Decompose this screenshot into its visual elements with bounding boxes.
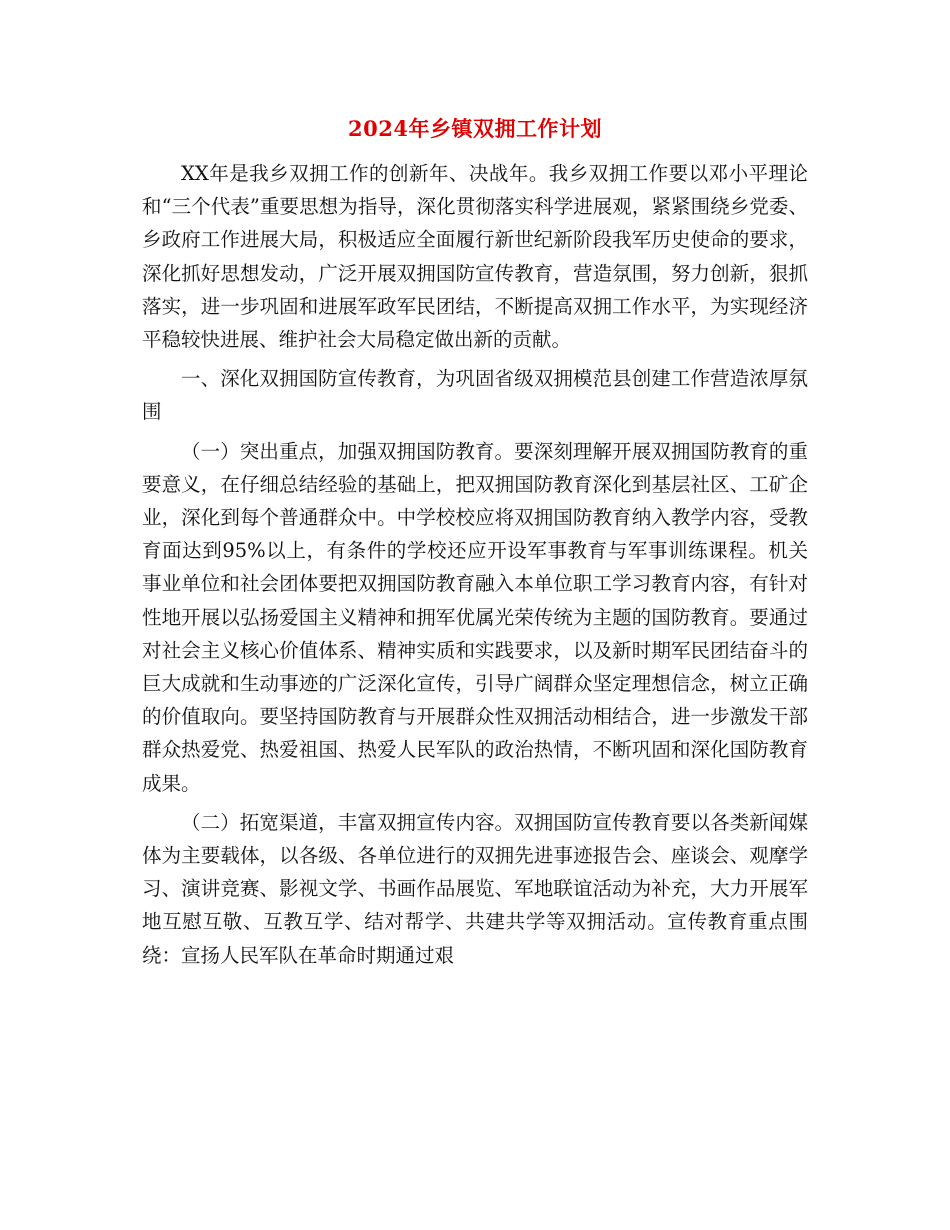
- subsection-paragraph-2: （二）拓宽渠道，丰富双拥宣传内容。双拥国防宣传教育要以各类新闻媒体为主要载体，以各级、各单位进行的双拥先进事迹报告会、座谈会、观摩学习、演讲竞赛、影视文学、书画作品展览、军地联谊活动为补充，大力开展军地互慰互敬、互教互学、结对帮学、共建共学等双拥活动。宣传教育重点围绕：宣扬人民军队在革命时期通过艰: [142, 810, 808, 967]
- intro-paragraph: XX年是我乡双拥工作的创新年、决战年。我乡双拥工作要以邓小平理论和“三个代表”重要思想为指导，深化贯彻落实科学进展观，紧紧围绕乡党委、乡政府工作进展大局，积极适应全面履行新世纪新阶段我军历史使命的要求，深化抓好思想发动，广泛开展双拥国防宣传教育，营造氛围，努力创新，狠抓落实，进一步巩固和进展军政军民团结，不断提高双拥工作水平，为实现经济平稳较快进展、维护社会大局稳定做出新的贡献。: [142, 162, 808, 352]
- section-heading-1: 一、深化双拥国防宣传教育，为巩固省级双拥模范县创建工作营造浓厚氛围: [142, 367, 808, 424]
- document-title: 2024年乡镇双拥工作计划: [348, 116, 602, 141]
- document-body: [142, 157, 808, 978]
- subsection-paragraph-1: （一）突出重点，加强双拥国防教育。要深刻理解开展双拥国防教育的重要意义，在仔细总结经验的基础上，把双拥国防教育深化到基层社区、工矿企业，深化到每个普通群众中。中学校校应将双拥国防教育纳入教学内容，受教育面达到95%以上，有条件的学校还应开设军事教育与军事训练课程。机关事业单位和社会团体要把双拥国防教育融入本单位职工学习教育内容，有针对性地开展以弘扬爱国主义精神和拥军优属光荣传统为主题的国防教育。要通过对社会主义核心价值体系、精神实质和实践要求，以及新时期军民团结奋斗的巨大成就和生动事迹的广泛深化宣传，引导广阔群众坚定理想信念，树立正确的价值取向。要坚持国防教育与开展群众性双拥活动相结合，进一步激发干部群众热爱党、热爱祖国、热爱人民军队的政治热情，不断巩固和深化国防教育成果。: [142, 439, 808, 795]
